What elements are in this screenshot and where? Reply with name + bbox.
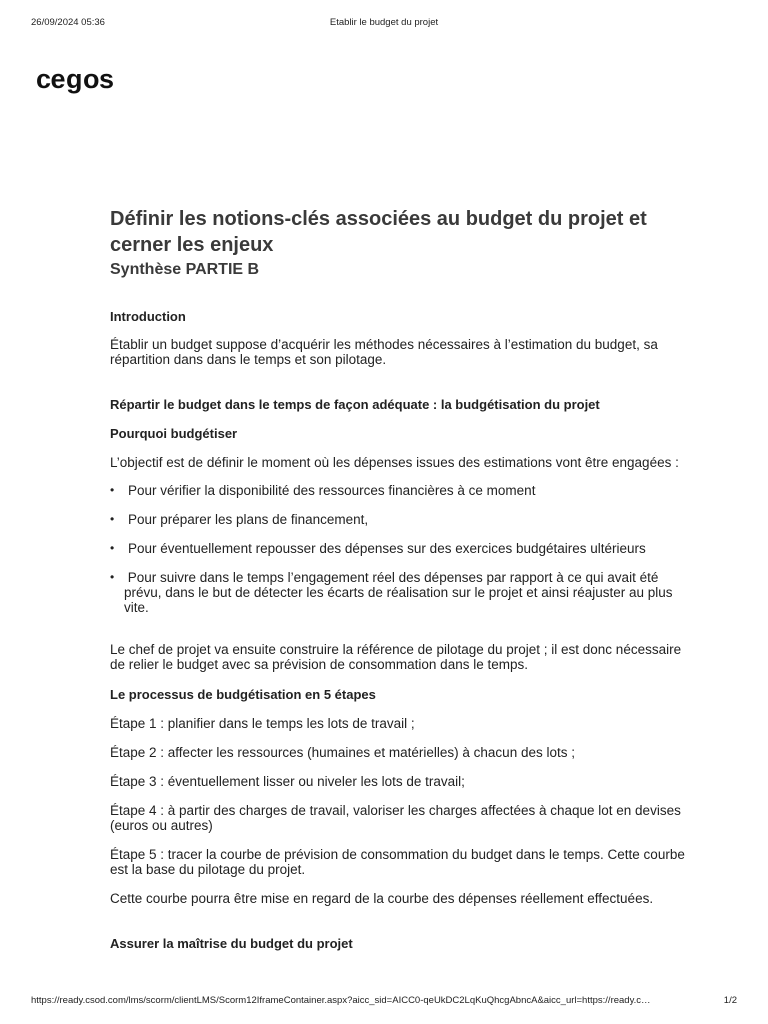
etape-3: Étape 3 : éventuellement lisser ou niveler les lots de travail; xyxy=(110,774,465,789)
svg-text:g: g xyxy=(66,64,83,94)
cegos-logo-graphic xyxy=(36,62,126,108)
courbe-paragraph: Cette courbe pourra être mise en regard de la courbe des dépenses réellement effectuées. xyxy=(110,891,654,906)
list-item xyxy=(110,512,695,527)
print-url: https://ready.csod.com/lms/scorm/clientLMS/Scorm12IframeContainer.aspx?aicc_sid=AICC0-qeUkDC2LqKuQhcgAbncA&aicc_url=https://ready.c… xyxy=(31,995,651,1006)
print-date: 26/09/2024 05:36 xyxy=(31,17,105,28)
print-document-title: Etablir le budget du projet xyxy=(329,17,439,28)
reasons-list xyxy=(110,483,695,615)
list-item-text: Pour éventuellement repousser des dépenses sur des exercices budgétaires ultérieurs xyxy=(128,541,646,556)
document-body xyxy=(110,206,695,951)
list-item xyxy=(110,541,695,556)
etape-5: Étape 5 : tracer la courbe de prévision de consommation du budget dans le temps. Cette courbe est la base du pilotage du projet. xyxy=(110,847,685,877)
processus-heading: Le processus de budgétisation en 5 étapes xyxy=(110,687,376,702)
page-subtitle: Synthèse PARTIE B xyxy=(110,261,260,278)
page-title: Définir les notions-clés associées au budget du projet et cerner les enjeux xyxy=(110,208,647,256)
print-header xyxy=(31,17,737,31)
introduction-paragraph: Établir un budget suppose d’acquérir les méthodes nécessaires à l’estimation du budget, sa répartition dans dans le temps et son pilotage. xyxy=(110,337,658,367)
bullet-icon: • xyxy=(110,570,115,584)
objectif-paragraph: L’objectif est de définir le moment où les dépenses issues des estimations vont être engagées : xyxy=(110,455,679,470)
bullet-icon: • xyxy=(110,483,115,497)
repartir-budget-heading: Répartir le budget dans le temps de façon adéquate : la budgétisation du projet xyxy=(110,397,600,412)
introduction-heading: Introduction xyxy=(110,309,186,324)
list-item-text: Pour vérifier la disponibilité des ressources financières à ce moment xyxy=(128,483,536,498)
list-item-text: Pour préparer les plans de financement, xyxy=(128,512,369,527)
print-footer xyxy=(31,995,737,1009)
bullet-icon: • xyxy=(110,541,115,555)
svg-text:os: os xyxy=(83,64,114,94)
etape-2: Étape 2 : affecter les ressources (humaines et matérielles) à chacun des lots ; xyxy=(110,745,575,760)
pourquoi-budgetiser-heading: Pourquoi budgétiser xyxy=(110,426,238,441)
svg-text:ce: ce xyxy=(36,64,66,94)
list-item xyxy=(110,570,695,615)
etape-1: Étape 1 : planifier dans le temps les lots de travail ; xyxy=(110,716,415,731)
cegos-logo xyxy=(36,62,126,108)
list-item-text: Pour suivre dans le temps l’engagement réel des dépenses par rapport à ce qui avait été prévu, dans le but de détecter les écarts de réalisation sur le projet et ainsi réajuster au plus vite. xyxy=(124,570,677,615)
chef-de-projet-paragraph: Le chef de projet va ensuite construire la référence de pilotage du projet ; il est donc nécessaire de relier le budget avec sa prévision de consommation dans le temps. xyxy=(110,642,682,672)
page-number: 1/2 xyxy=(723,995,737,1006)
bullet-icon: • xyxy=(110,512,115,526)
maitrise-budget-heading: Assurer la maîtrise du budget du projet xyxy=(110,936,353,951)
etape-4: Étape 4 : à partir des charges de travail, valoriser les charges affectées à chaque lot en devises (euros ou autres) xyxy=(110,803,681,833)
list-item xyxy=(110,483,695,498)
